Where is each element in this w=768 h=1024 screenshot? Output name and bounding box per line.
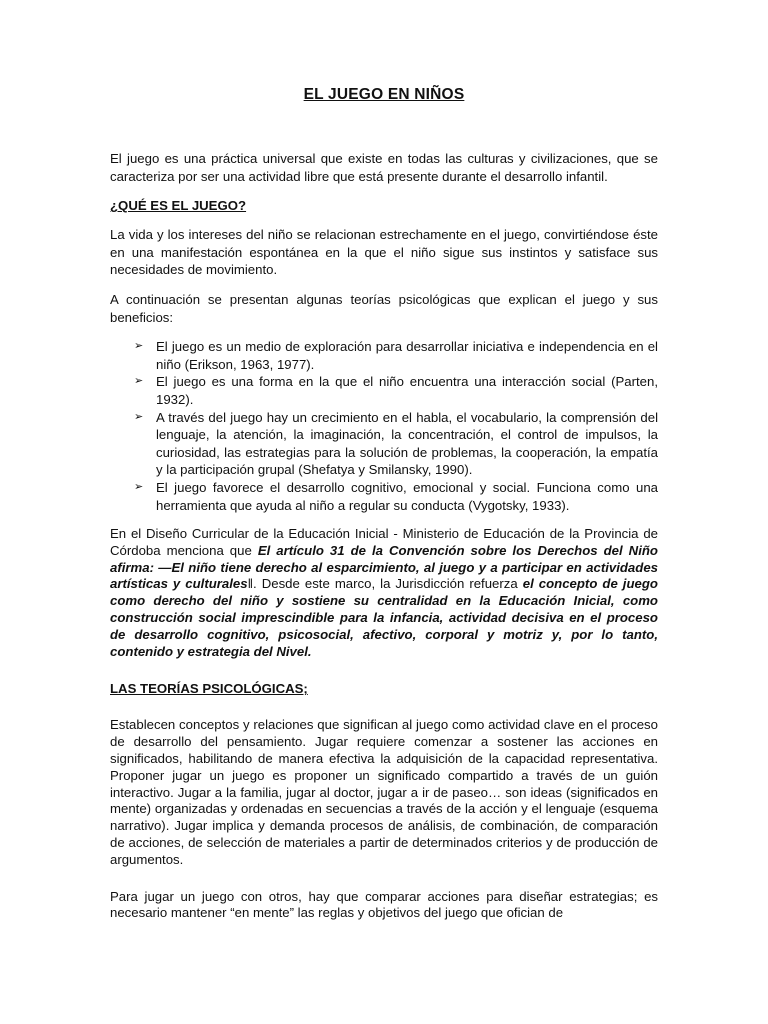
document-page bbox=[110, 86, 658, 934]
bullet-text: A través del juego hay un crecimiento en el habla, el vocabulario, la comprensión del lenguaje, la atención, la imaginación, la concentración, el control de impulsos, la curiosidad, las estrategias para la solución de problemas, la cooperación, la empatía y la participación grupal (Shefatya y Smilansky, 1990). bbox=[156, 409, 658, 478]
arrow-bullet-icon: ➢ bbox=[134, 375, 144, 388]
bullet-text: El juego favorece el desarrollo cognitivo, emocional y social. Funciona como una herramienta que ayuda al niño a regular su conducta (Vygotsky, 1933). bbox=[156, 479, 658, 513]
bullet-text: El juego es un medio de exploración para desarrollar iniciativa e independencia en el niño (Erikson, 1963, 1977). bbox=[156, 339, 658, 372]
theories-bullet-list bbox=[110, 338, 658, 514]
section-heading-teorias-psicologicas: LAS TEORÍAS PSICOLÓGICAS; bbox=[110, 681, 308, 697]
intro-paragraph: El juego es una práctica universal que existe en todas las culturas y civilizaciones, que se caracteriza por ser una actividad libre que está presente durante el desarrollo infantil. bbox=[110, 151, 658, 184]
document-title: EL JUEGO EN NIÑOS bbox=[303, 86, 465, 103]
bullet-text: El juego es una forma en la que el niño encuentra una interacción social (Parten, 1932). bbox=[156, 374, 658, 407]
section1-paragraph-1: La vida y los intereses del niño se relacionan estrechamente en el juego, convirtiéndose éste en una manifestación espontánea en la que el niño sigue sus instintos y satisface sus necesidades de movimiento. bbox=[110, 227, 658, 278]
section2-paragraph-1: Establecen conceptos y relaciones que significan al juego como actividad clave en el proceso de desarrollo del pensamiento. Jugar requiere comenzar a sostener las acciones en significados, habilitando de manera efectiva la adquisición de la capacidad representativa. Proponer jugar un juego es proponer un significado compartido a través de un guión interactivo. Jugar a la familia, jugar al doctor, jugar a ir de paseo… son ideas (significados en mente) organizadas y ordenadas en secuencias a través de la acción y el lenguaje (esquema narrativo). Jugar implica y demanda procesos de análisis, de combinación, de comparación de acciones, de selección de materiales a partir de determinados criterios y de producción de argumentos. bbox=[110, 717, 658, 867]
arrow-bullet-icon: ➢ bbox=[134, 480, 144, 493]
arrow-bullet-icon: ➢ bbox=[134, 340, 144, 353]
bullet-item bbox=[110, 479, 658, 514]
arrow-bullet-icon: ➢ bbox=[134, 410, 144, 423]
bullet-item bbox=[110, 373, 658, 408]
section2-paragraph-2: Para jugar un juego con otros, hay que comparar acciones para diseñar estrategias; es necesario mantener “en mente” las reglas y objetivos del juego que ofician de bbox=[110, 888, 658, 921]
diseno-curricular-paragraph bbox=[110, 526, 658, 660]
diseno-bold-quote: El artículo 31 de la Convención sobre los Derechos del Niño afirma: —El niño tiene derecho al esparcimiento, al juego y a participar en actividades artísticas y culturales bbox=[110, 542, 658, 592]
section1-paragraph-2: A continuación se presentan algunas teorías psicológicas que explican el juego y sus beneficios: bbox=[110, 291, 658, 325]
bullet-item bbox=[110, 409, 658, 479]
diseno-bold-statement: el concepto de juego como derecho del niño y sostiene su centralidad en la Educación Inicial, como construcción social imprescindible para la infancia, actividad decisiva en el proceso de desarrollo cognitivo, psicosocial, afectivo, corporal y motriz y, por lo tanto, contenido y estrategia del Nivel. bbox=[110, 576, 658, 659]
diseno-text-2: ‖. Desde este marco, la Jurisdicción refuerza bbox=[247, 576, 523, 592]
bullet-item bbox=[110, 338, 658, 373]
diseno-text-1: En el Diseño Curricular de la Educación Inicial - Ministerio de Educación de la Provincia de Córdoba menciona que bbox=[110, 526, 658, 558]
section-heading-que-es-el-juego: ¿QUÉ ES EL JUEGO? bbox=[110, 198, 247, 214]
